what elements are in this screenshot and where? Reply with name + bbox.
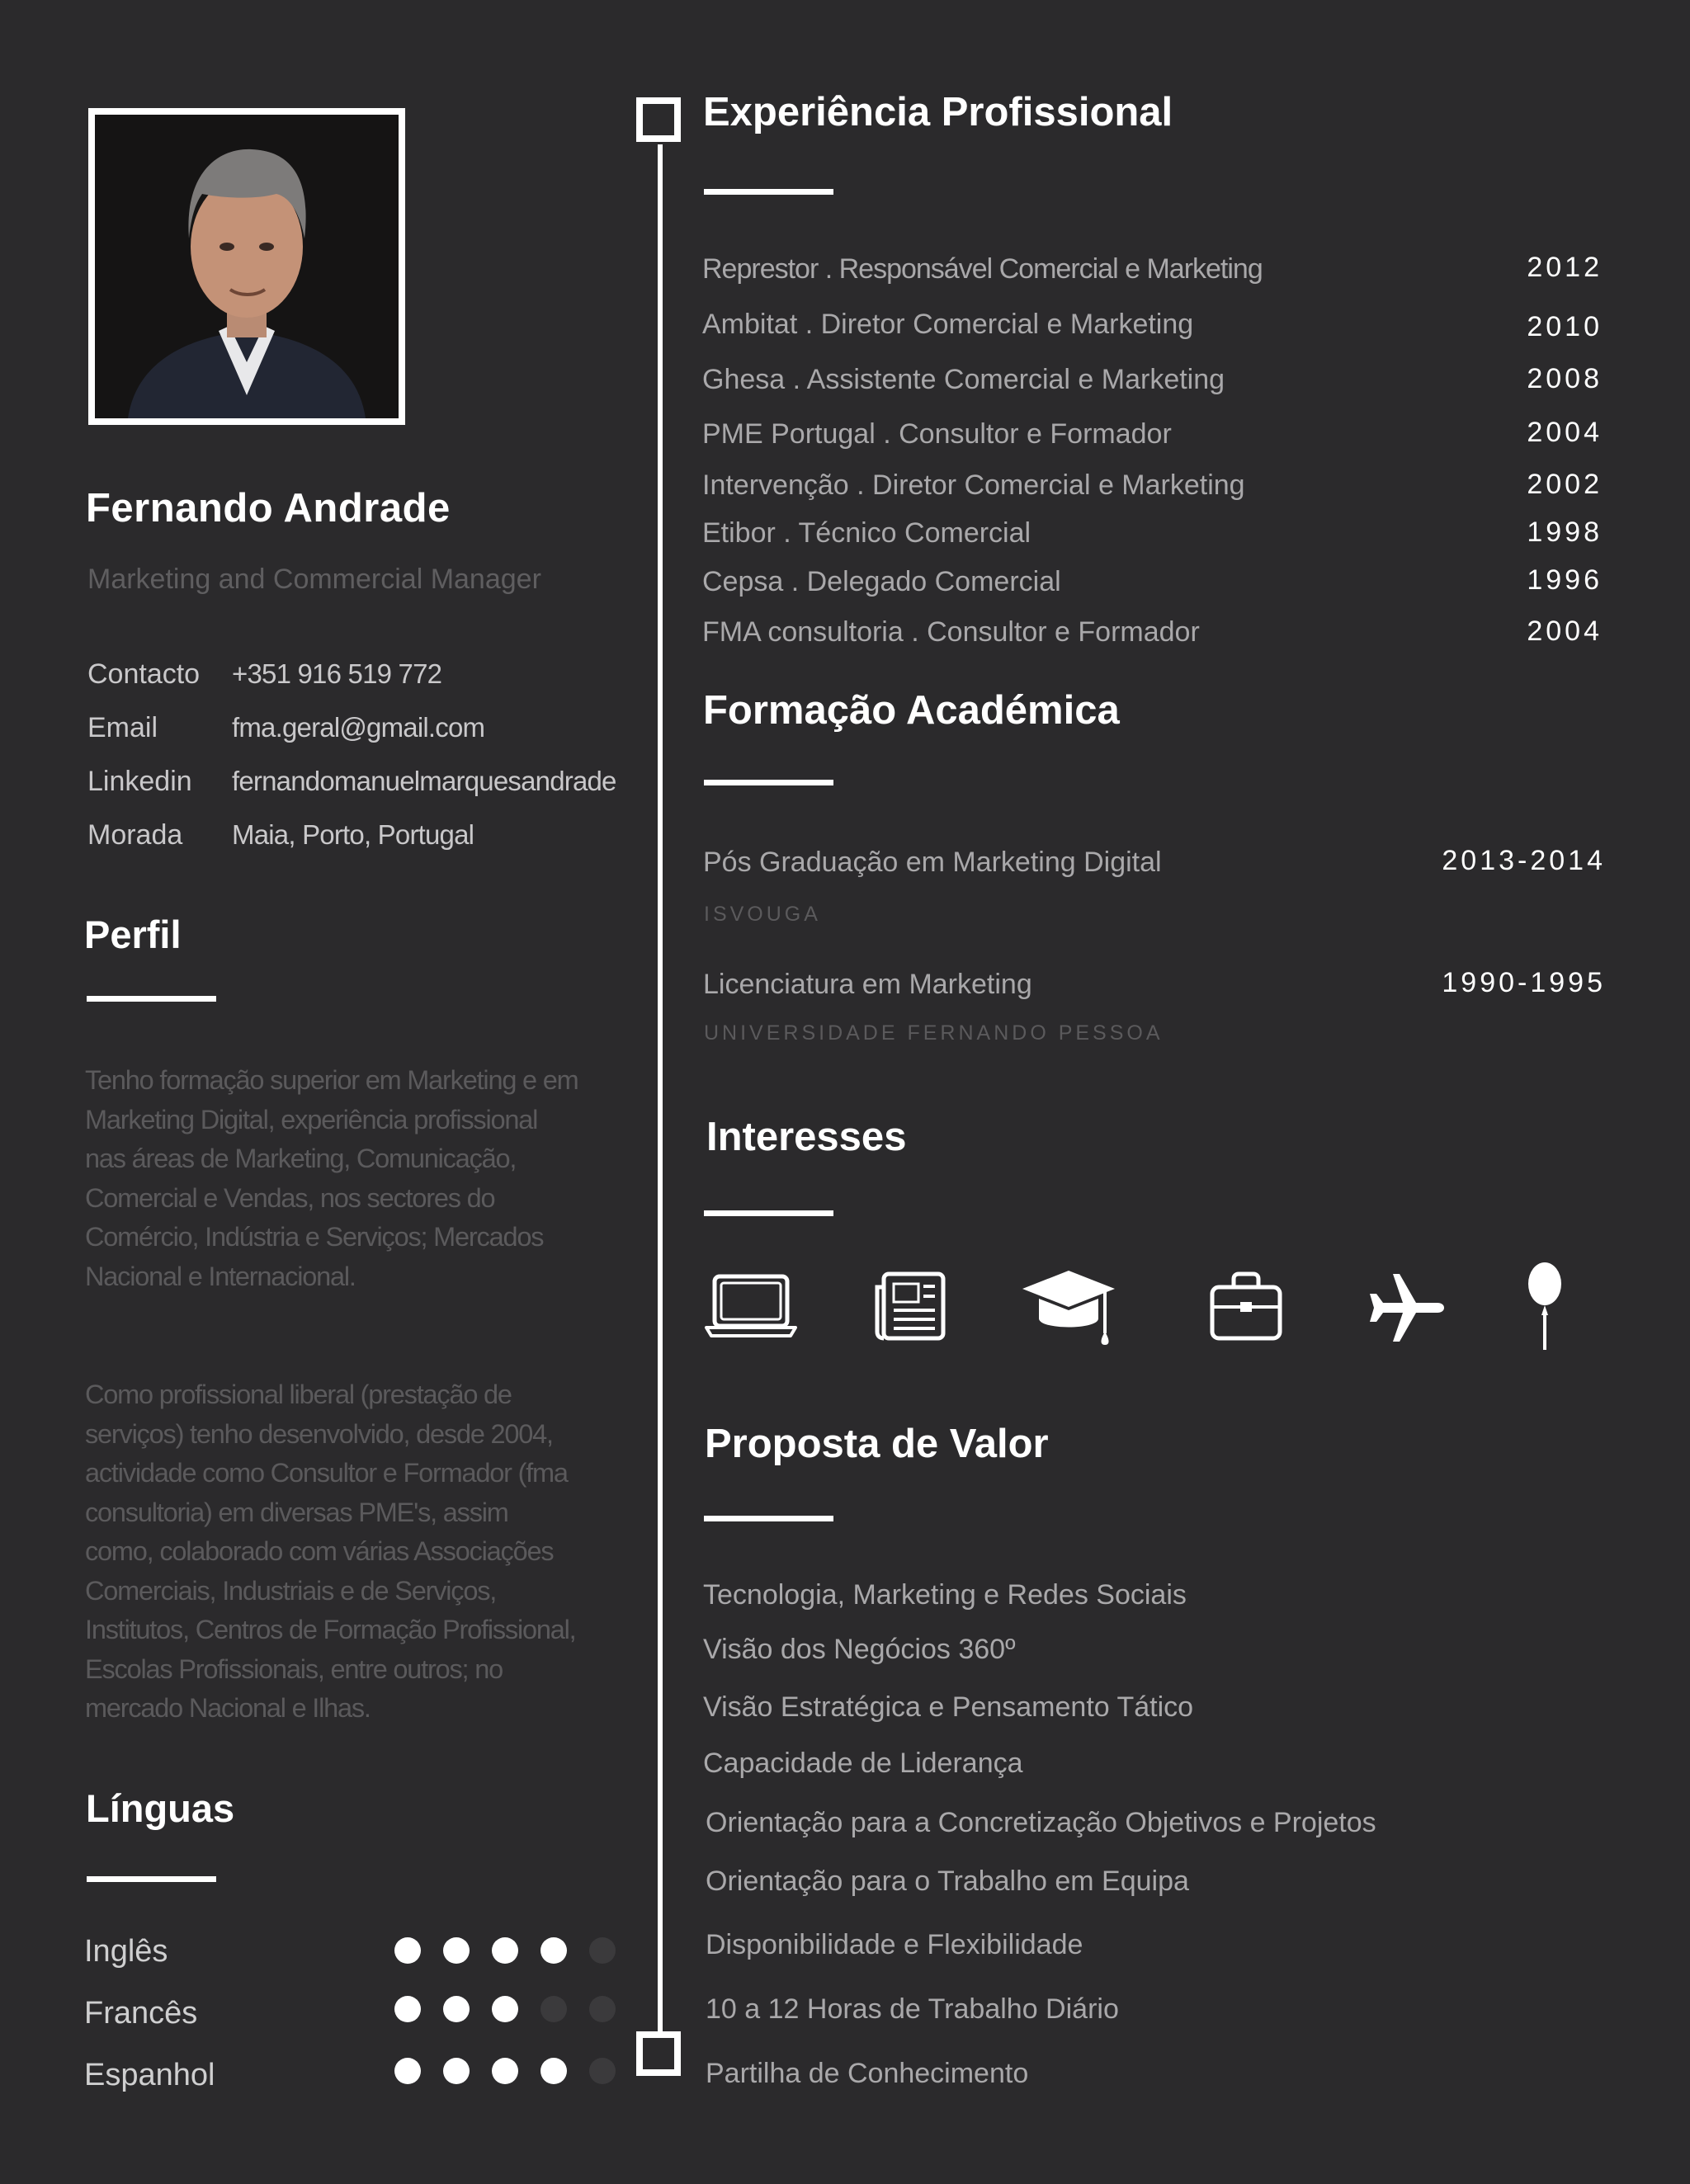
education-years: 1990-1995 (1442, 967, 1606, 998)
experience-heading: Experiência Profissional (703, 90, 1173, 134)
timeline-start-marker (636, 97, 681, 142)
experience-role: Etibor . Técnico Comercial (702, 517, 1031, 549)
languages-heading: Línguas (86, 1786, 235, 1830)
experience-role: FMA consultoria . Consultor e Formador (702, 616, 1200, 648)
experience-year: 1998 (1527, 517, 1603, 548)
contact-label-linkedin: Linkedin (87, 766, 192, 797)
experience-year: 2002 (1527, 469, 1603, 500)
person-role: Marketing and Commercial Manager (87, 564, 541, 595)
value-item: 10 a 12 Horas de Trabalho Diário (706, 1993, 1119, 2025)
level-dot-filled (394, 1937, 421, 1964)
education-institution: ISVOUGA (704, 903, 821, 926)
person-name: Fernando Andrade (86, 486, 451, 531)
newspaper-icon (872, 1271, 948, 1342)
education-title: Licenciatura em Marketing (703, 969, 1032, 1000)
profile-paragraph-1: Tenho formação superior em Marketing e em Marketing Digital, experiência profissional nas áreas de Marketing, Comunicação, Comercial e Vendas, nos sectores do Comércio, Indústria e Serviços; Mercados Nacional e Internacional. (85, 1065, 578, 1291)
briefcase-icon (1209, 1271, 1283, 1342)
level-dot-empty (541, 1996, 567, 2022)
language-level-spanish (394, 2058, 616, 2084)
experience-year: 2012 (1527, 252, 1603, 283)
experience-role: Represtor . Responsável Comercial e Marketing (702, 253, 1263, 285)
contact-value-phone[interactable]: +351 916 519 772 (232, 658, 442, 689)
level-dot-empty (589, 2058, 616, 2084)
language-name: Espanhol (84, 2058, 215, 2092)
value-heading-underline (704, 1516, 833, 1521)
level-dot-filled (541, 1937, 567, 1964)
language-name: Inglês (84, 1934, 168, 1969)
profile-heading: Perfil (84, 913, 182, 956)
value-item: Disponibilidade e Flexibilidade (706, 1929, 1083, 1960)
value-item: Visão dos Negócios 360º (703, 1634, 1016, 1665)
education-title: Pós Graduação em Marketing Digital (703, 847, 1162, 878)
language-name: Francês (84, 1996, 198, 2031)
level-dot-filled (443, 2058, 470, 2084)
level-dot-filled (541, 2058, 567, 2084)
graduation-cap-icon (1019, 1266, 1118, 1350)
contact-label-phone: Contacto (87, 658, 201, 690)
profile-photo (88, 108, 405, 425)
level-dot-filled (492, 1996, 518, 2022)
experience-year: 2010 (1527, 311, 1603, 342)
level-dot-filled (394, 2058, 421, 2084)
timeline-line (658, 144, 663, 2044)
profile-paragraph-2: Como profissional liberal (prestação de serviços) tenho desenvolvido, desde 2004, actividade como Consultor e Formador (fma consultoria) em diversas PME's, assim como, colaborado com várias Associações Comerciais, Industriais e de Serviços, Institutos, Centros de Formação Profissional, Escolas Profissionais, entre outros; no mercado Nacional e Ilhas. (85, 1380, 576, 1723)
tennis-racket-icon (1525, 1261, 1565, 1351)
experience-year: 1996 (1527, 564, 1603, 596)
value-item: Partilha de Conhecimento (706, 2058, 1029, 2089)
experience-heading-underline (704, 189, 833, 195)
experience-year: 2004 (1527, 616, 1603, 647)
interests-heading: Interesses (706, 1115, 907, 1159)
level-dot-filled (443, 1996, 470, 2022)
level-dot-empty (589, 1996, 616, 2022)
education-years: 2013-2014 (1442, 845, 1606, 876)
profile-heading-underline (87, 996, 216, 1002)
value-item: Tecnologia, Marketing e Redes Sociais (703, 1579, 1187, 1611)
contact-value-email[interactable]: fma.geral@gmail.com (232, 712, 485, 743)
contact-label-address: Morada (87, 819, 183, 851)
contact-label-email: Email (87, 712, 158, 743)
experience-role: Ghesa . Assistente Comercial e Marketing (702, 364, 1225, 395)
value-item: Visão Estratégica e Pensamento Tático (703, 1691, 1194, 1723)
portrait-image (95, 115, 399, 418)
airplane-icon (1362, 1264, 1449, 1351)
value-item: Capacidade de Liderança (703, 1748, 1023, 1779)
experience-role: Cepsa . Delegado Comercial (702, 566, 1061, 597)
value-item: Orientação para o Trabalho em Equipa (706, 1866, 1189, 1897)
education-institution: UNIVERSIDADE FERNANDO PESSOA (704, 1021, 1164, 1045)
contact-value-address: Maia, Porto, Portugal (232, 819, 474, 850)
experience-role: Intervenção . Diretor Comercial e Marketing (702, 469, 1245, 501)
experience-role: Ambitat . Diretor Comercial e Marketing (702, 309, 1194, 340)
level-dot-filled (394, 1996, 421, 2022)
level-dot-filled (492, 2058, 518, 2084)
experience-role: PME Portugal . Consultor e Formador (702, 418, 1172, 450)
level-dot-filled (443, 1937, 470, 1964)
timeline-end-marker (636, 2031, 681, 2076)
language-level-french (394, 1996, 616, 2022)
experience-year: 2004 (1527, 417, 1603, 448)
laptop-icon (705, 1273, 797, 1339)
level-dot-empty (589, 1937, 616, 1964)
contact-value-linkedin[interactable]: fernandomanuelmarquesandrade (232, 766, 616, 796)
value-item: Orientação para a Concretização Objetivos e Projetos (706, 1807, 1376, 1838)
language-level-english (394, 1937, 616, 1964)
education-heading: Formação Académica (703, 688, 1120, 733)
languages-heading-underline (87, 1876, 216, 1882)
interests-heading-underline (704, 1210, 833, 1216)
experience-year: 2008 (1527, 363, 1603, 394)
value-heading: Proposta de Valor (705, 1422, 1049, 1466)
education-heading-underline (704, 780, 833, 785)
level-dot-filled (492, 1937, 518, 1964)
